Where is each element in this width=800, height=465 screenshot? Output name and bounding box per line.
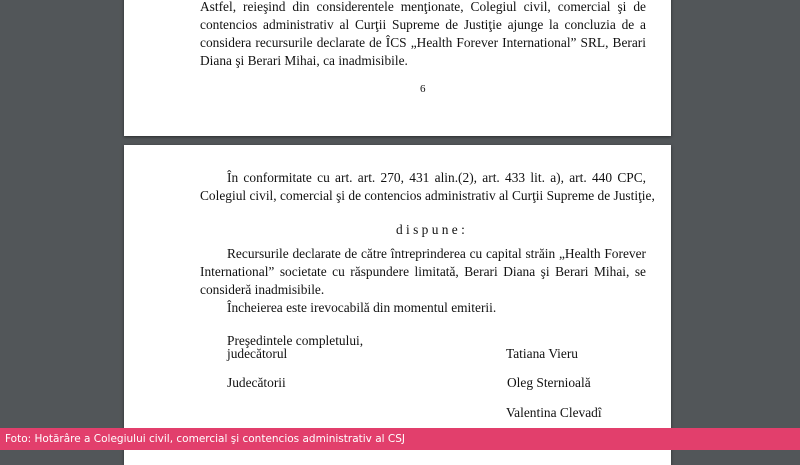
president-name: Tatiana Vieru <box>506 346 578 361</box>
text-line: În conformitate cu art. art. 270, 431 alin.(2), art. 433 lit. a), art. 440 CPC, <box>227 170 646 185</box>
page-number: 6 <box>420 83 426 95</box>
text-line: Colegiul civil, comercial şi de contencios administrativ al Curţii Supreme de Justiţie, <box>200 188 655 203</box>
text-line: Încheierea este irevocabilă din momentul emiterii. <box>227 300 497 315</box>
text-line: Diana şi Berari Mihai, ca inadmisibile. <box>200 53 408 68</box>
text-line: considera recursurile declarate de ÎCS „Health Forever International” SRL, Berari <box>200 35 646 50</box>
judge-name: Oleg Sternioală <box>507 375 591 390</box>
document-page-6 <box>124 0 671 136</box>
judges-label: Judecătorii <box>227 375 286 390</box>
text-line: International” societate cu răspundere limitată, Berari Diana şi Berari Mihai, se <box>200 264 646 279</box>
document-page-7 <box>124 145 671 465</box>
text-line: Recursurile declarate de către întreprinderea cu capital străin „Health Forever <box>227 246 646 261</box>
text-line: consideră inadmisibile. <box>200 282 325 297</box>
photo-caption: Foto: Hotărâre a Colegiului civil, comercial şi contencios administrativ al CSJ <box>0 428 800 450</box>
dispune-heading: d i s p u n e : <box>396 222 465 237</box>
judge-name: Valentina Clevadî <box>506 405 602 420</box>
president-label-judge: judecătorul <box>227 346 288 361</box>
text-line: contencios administrativ al Curţii Supreme de Justiţie ajunge la concluzia de a <box>200 17 646 32</box>
text-line: Astfel, reieşind din considerentele menţionate, Colegiul civil, comercial şi de <box>200 0 646 14</box>
president-label: Preşedintele completului, <box>227 333 364 348</box>
